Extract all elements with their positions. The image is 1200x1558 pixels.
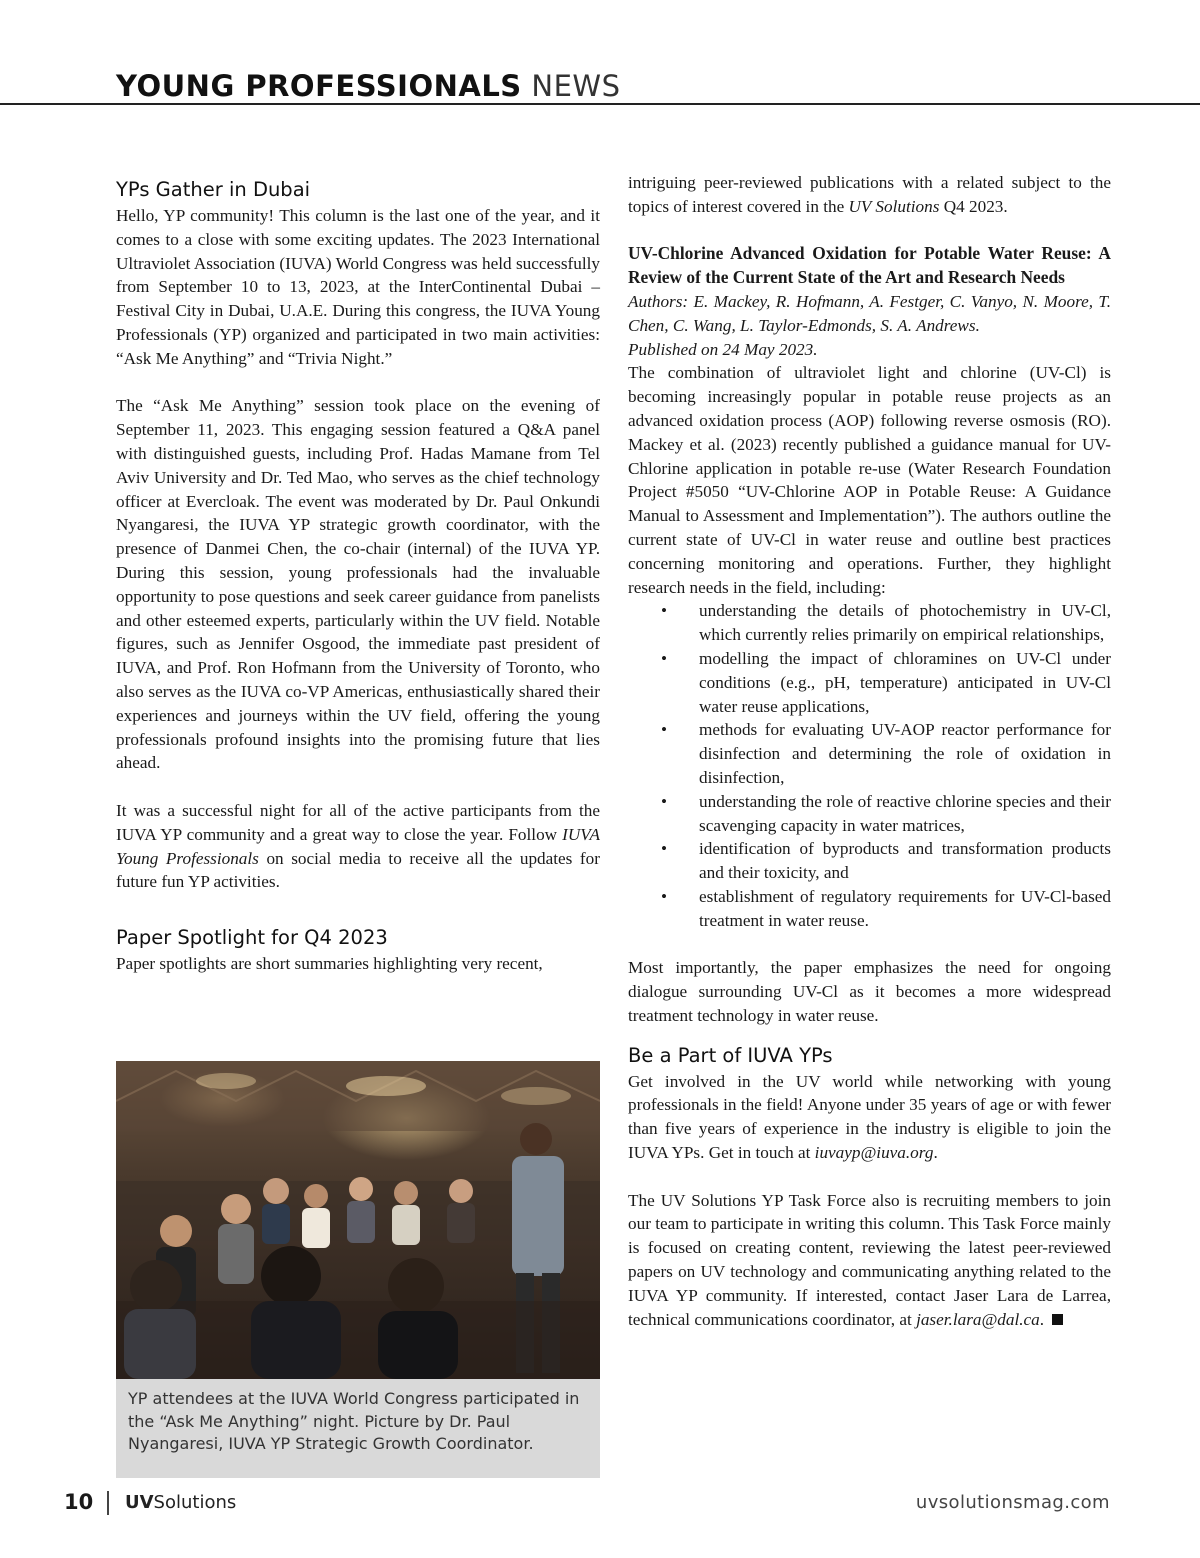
- right-column: [628, 174, 1111, 1331]
- social-link-iuva-yp: IUVA Young Professionals: [116, 824, 600, 868]
- paragraph-intro: Hello, YP community! This column is the last one of the year, and it comes to a close with some exciting updates. The 2023 International Ultraviolet Association (IUVA) World Congress was held successfully from September 10 to 13, 2023, at the InterContinental Dubai – Festival City in Dubai, U.A.E. During this congress, the IUVA Young Professionals (YP) organized and participated in two main activities: “Ask Me Anything” and “Trivia Night.”: [116, 206, 600, 368]
- bullet-icon: •: [661, 886, 668, 906]
- heading-be-a-part: Be a Part of IUVA YPs: [628, 1043, 833, 1067]
- paragraph-closing: It was a successful night for all of the active participants from the IUVA YP community and a great way to close the year. Follow IUVA Young Professionals on social media to receive all the updates for future fun YP activities.: [116, 800, 600, 892]
- photo-illustration: [116, 1061, 600, 1379]
- section-header-bold: YOUNG PROFESSIONALS: [116, 69, 522, 103]
- magazine-brand: UVSolutions: [125, 1492, 237, 1513]
- list-item: • understanding the details of photochemistry in UV-Cl, which currently relies primarily on empirical relationships,: [661, 601, 1111, 645]
- bullet-icon: •: [661, 648, 668, 668]
- page-number: 10: [64, 1490, 94, 1514]
- paragraph-conclusion: Most importantly, the paper emphasizes the need for ongoing dialogue surrounding UV-Cl as it becomes a more widespread treatment technology in water reuse.: [628, 958, 1111, 1025]
- research-needs-list: [628, 599, 1111, 932]
- paragraph-spotlight-intro: Paper spotlights are short summaries highlighting very recent,: [116, 954, 543, 974]
- list-item: • identification of byproducts and transformation products and their toxicity, and: [661, 839, 1111, 883]
- paragraph-task-force: The UV Solutions YP Task Force also is recruiting members to join our team to participate in writing this column. This Task Force mainly is focused on creating content, reviewing the latest peer-reviewed papers on UV technology and communicating anything related to the IUVA YP community. If interested, contact Jaser Lara de Larrea, technical communications coordinator, at jaser.lara@dal.ca.: [628, 1190, 1111, 1329]
- list-item: • methods for evaluating UV-AOP reactor performance for disinfection and determining the role of oxidation in disinfection,: [661, 720, 1111, 787]
- list-item: • modelling the impact of chloramines on UV-Cl under conditions (e.g., pH, temperature) anticipated in UV-Cl water reuse applications,: [661, 648, 1111, 716]
- bullet-icon: •: [661, 839, 668, 859]
- bullet-icon: •: [661, 791, 668, 811]
- magazine-name: UV Solutions: [848, 196, 940, 216]
- bullet-icon: •: [661, 720, 668, 740]
- event-photo: [116, 1061, 600, 1379]
- heading-paper-spotlight: Paper Spotlight for Q4 2023: [116, 926, 388, 950]
- magazine-url: uvsolutionsmag.com: [915, 1492, 1110, 1513]
- paragraph-spotlight-continued: intriguing peer-reviewed publications with a related subject to the topics of interest covered in the UV Solutions Q4 2023.: [628, 173, 1111, 216]
- email-link-iuvayp[interactable]: iuvayp@iuva.org: [814, 1143, 934, 1163]
- photo-caption: YP attendees at the IUVA World Congress participated in the “Ask Me Anything” night. Picture by Dr. Paul Nyangaresi, IUVA YP Strategic Growth Coordinator.: [116, 1379, 600, 1478]
- paper-published-date: Published on 24 May 2023.: [628, 339, 818, 359]
- email-link-jaser[interactable]: jaser.lara@dal.ca: [916, 1309, 1040, 1329]
- end-mark-icon: [1052, 1314, 1063, 1325]
- section-header-light: NEWS: [531, 69, 621, 103]
- left-column: [116, 174, 600, 976]
- list-item: • establishment of regulatory requirements for UV-Cl-based treatment in water reuse.: [661, 886, 1111, 930]
- bullet-icon: •: [661, 601, 668, 621]
- footer-divider: [107, 1491, 109, 1515]
- section-header: [116, 66, 621, 106]
- paragraph-ask-me-anything: The “Ask Me Anything” session took place on the evening of September 11, 2023. This engaging session featured a Q&A panel with distinguished guests, including Prof. Hadas Mamane from Tel Aviv University and Dr. Ted Mao, who serves as the chief technology officer at Evercloak. The event was moderated by Dr. Paul Onkundi Nyangaresi, the IUVA YP strategic growth coordinator, with the presence of Danmei Chen, the co-chair (internal) of the IUVA YP. During this session, young professionals had the invaluable opportunity to pose questions and seek career guidance from panelists and other esteemed experts, particularly within the UV field. Notable figures, such as Jennifer Osgood, the immediate past president of IUVA, and Prof. Ron Hofmann from the University of Toronto, who also serves as the IUVA co-VP Americas, enthusiastically shared their experiences and journeys within the UV field, offering the young professionals profound insights into the promising future that lies ahead.: [116, 396, 600, 773]
- header-rule: [0, 103, 1200, 105]
- paragraph-uv-chlorine: The combination of ultraviolet light and chlorine (UV-Cl) is becoming increasingly popular in potable reuse projects as an advanced oxidation process (AOP) following reverse osmosis (RO). Mackey et al. (2023) recently published a guidance manual for UV-Chlorine application in potable re-use (Water Research Foundation Project #5050 “UV-Chlorine AOP in Potable Reuse: A Guidance Manual to Assessment and Implementation”). The authors outline the current state of UV-Cl in water reuse and outline best practices concerning monitoring and operations. Further, they highlight research needs in the field, including:: [628, 363, 1111, 597]
- paragraph-get-involved: Get involved in the UV world while networking with young professionals in the field! Anyone under 35 years of age or with fewer than five years of experience in the industry is eligible to join the IUVA YPs. Get in touch at iuvayp@iuva.org.: [628, 1071, 1111, 1163]
- paper-authors: Authors: E. Mackey, R. Hofmann, A. Festger, C. Vanyo, N. Moore, T. Chen, C. Wang, L. Taylor-Edmonds, S. A. Andrews.: [628, 291, 1111, 335]
- paper-title: UV-Chlorine Advanced Oxidation for Potable Water Reuse: A Review of the Current State of the Art and Research Needs: [628, 243, 1111, 288]
- heading-ypgather: YPs Gather in Dubai: [116, 178, 311, 201]
- list-item: • understanding the role of reactive chlorine species and their scavenging capacity in water matrices,: [661, 791, 1111, 835]
